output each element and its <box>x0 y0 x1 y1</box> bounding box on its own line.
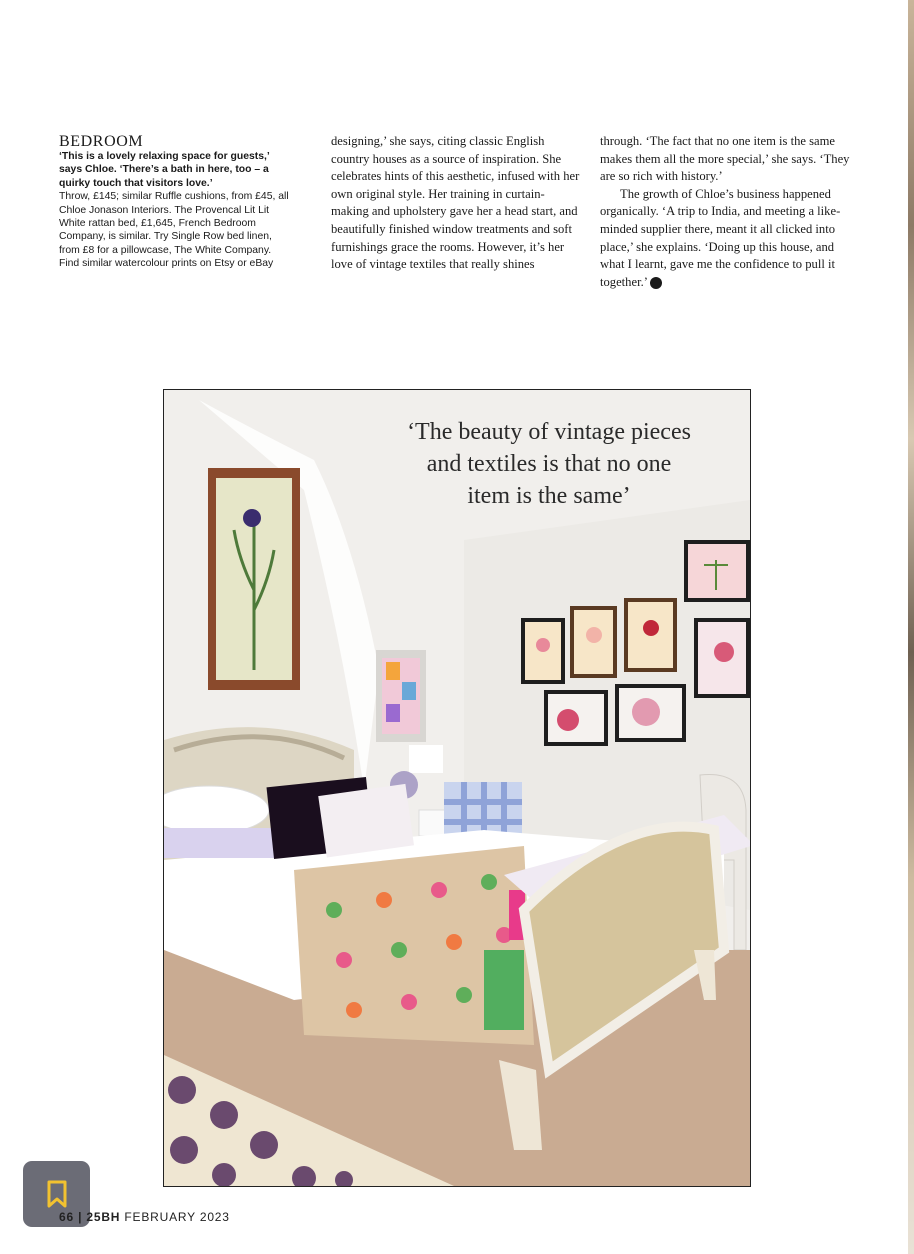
lamp-shade <box>409 745 443 773</box>
iris-flower <box>243 509 261 527</box>
lilac-sheet <box>164 828 274 858</box>
body-column-2 <box>331 133 581 274</box>
embroidered-cushion <box>318 784 414 858</box>
body-paragraph-final <box>600 186 850 292</box>
caption-credits: Throw, £145; similar Ruffle cushions, from £45, all Chloe Jonason Interiors. The Provencal Lit Lit White rattan bed, £1,645, French Bedroom Company, is similar. Try Single Row bed linen, from £8 for a pillowcase, The White Company. Find similar watercolour prints on Etsy or eBay <box>59 191 289 270</box>
bookmark-icon <box>44 1179 70 1209</box>
body-paragraph: designing,’ she says, citing classic English country houses as a source of inspiration. She celebrates hints of this aesthetic, infused with her own original style. Her training in curtain-making and upholstery gave her a head start, and beautifully finished window treatments and soft furnishings grace the rooms. However, it’s her love of vintage textiles that really shines <box>331 134 580 272</box>
caption-lead: ‘This is a lovely relaxing space for guests,’ says Chloe. ‘There’s a bath in here, too – a quirky touch that visitors love.’ <box>59 151 270 189</box>
issue-date: FEBRUARY 2023 <box>120 1210 230 1224</box>
pull-quote: ‘The beauty of vintage pieces and textiles is that no one item is the same’ <box>407 419 691 509</box>
footer-separator: | <box>73 1210 87 1224</box>
body-paragraph: through. ‘The fact that no one item is the same makes them all the more special,’ she says. ‘They are so rich with history.’ <box>600 134 850 184</box>
bedroom-photo <box>163 389 751 1187</box>
magazine-name: 25BH <box>86 1210 121 1224</box>
page-edge-strip <box>908 0 914 1254</box>
caption-column <box>59 133 294 271</box>
page-number: 66 <box>59 1210 74 1224</box>
page-footer <box>59 1210 230 1224</box>
body-paragraph-text: The growth of Chloe’s business happened organically. ‘A trip to India, and meeting a like-minded supplier there, meant it all clicked into place,’ she explains. ‘Doing up this house, and what I learnt, gave me the confidence to pull it together.’ <box>600 186 841 289</box>
end-mark-icon: 25 <box>650 277 662 289</box>
body-column-3 <box>600 133 850 291</box>
section-heading: BEDROOM <box>59 133 144 150</box>
